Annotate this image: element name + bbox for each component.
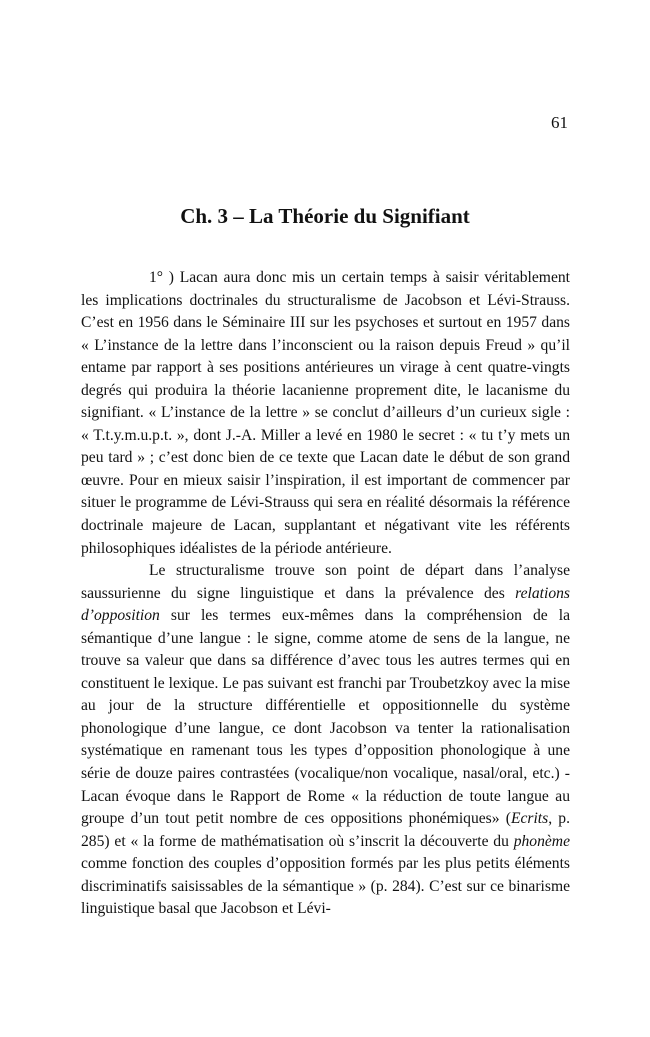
italic-segment: Ecrits bbox=[510, 810, 549, 828]
text-segment: Le structuralisme trouve son point de départ dans l’analyse saussurienne du signe linguistique et dans la prévalence des bbox=[81, 562, 570, 602]
body-text bbox=[81, 267, 570, 921]
text-segment: 1° ) Lacan aura donc mis un certain temps à saisir véritablement les implications doctrinales du structuralisme de Jacobson et Lévi-Strauss. C’est en 1956 dans le Séminaire III sur les psychoses et surtout en 1957 dans « L’instance de la lettre dans l’inconscient ou la raison depuis Freud » qu’il entame par rapport à ses positions antérieures un virage à cent quatre-vingts degrés qui produira la théorie lacanienne proprement dite, le lacanisme du signifiant. « L’instance de la lettre » se conclut d’ailleurs d’un curieux sigle : « T.t.y.m.u.p.t. », dont J.-A. Miller a levé en 1980 le secret : « tu t’y mets un peu tard » ; c’est donc bien de ce texte que Lacan date le début de son grand œuvre. Pour en mieux saisir l’inspiration, il est important de commencer par situer le programme de Lévi-Strauss qui sera en réalité désormais la référence doctrinale majeure de Lacan, supplantant et négativant vite les référents philosophiques idéalistes de la période antérieure. bbox=[81, 269, 570, 557]
text-segment: sur les termes eux-mêmes dans la compréhension de la sémantique d’une langue : le signe, comme atome de sens de la langue, ne trouve sa valeur que dans sa différence d’avec tous les autres termes qui en constituent le lexique. Le pas suivant est franchi par Troubetzkoy avec la mise au jour de la structure différentielle et oppositionnelle du système phonologique d’une langue, ce dont Jacobson va tenter la rationalisation systématique en ramenant tous les types d’opposition phonologique à une série de douze paires contrastées (vocalique/non vocalique, nasal/oral, etc.) - Lacan évoque dans le Rapport de Rome « la réduction de toute langue au groupe d’un tout petit nombre de ces oppositions phonémiques» ( bbox=[81, 607, 570, 828]
chapter-title: Ch. 3 – La Théorie du Signifiant bbox=[180, 204, 470, 228]
page-number: 61 bbox=[551, 113, 568, 132]
paragraph-1 bbox=[81, 267, 570, 560]
text-segment: comme fonction des couples d’opposition formés par les plus petits éléments discriminatifs saisissables de la sémantique » (p. 284). C’est sur ce binarisme linguistique basal que Jacobson et Lévi- bbox=[81, 855, 570, 918]
italic-segment: phonème bbox=[513, 832, 570, 850]
italic-segment: relations d’opposition bbox=[81, 584, 570, 625]
text-segment: , p. 285) et « la forme de mathématisation où s’inscrit la découverte du bbox=[81, 810, 570, 850]
paragraph-2 bbox=[81, 560, 570, 921]
